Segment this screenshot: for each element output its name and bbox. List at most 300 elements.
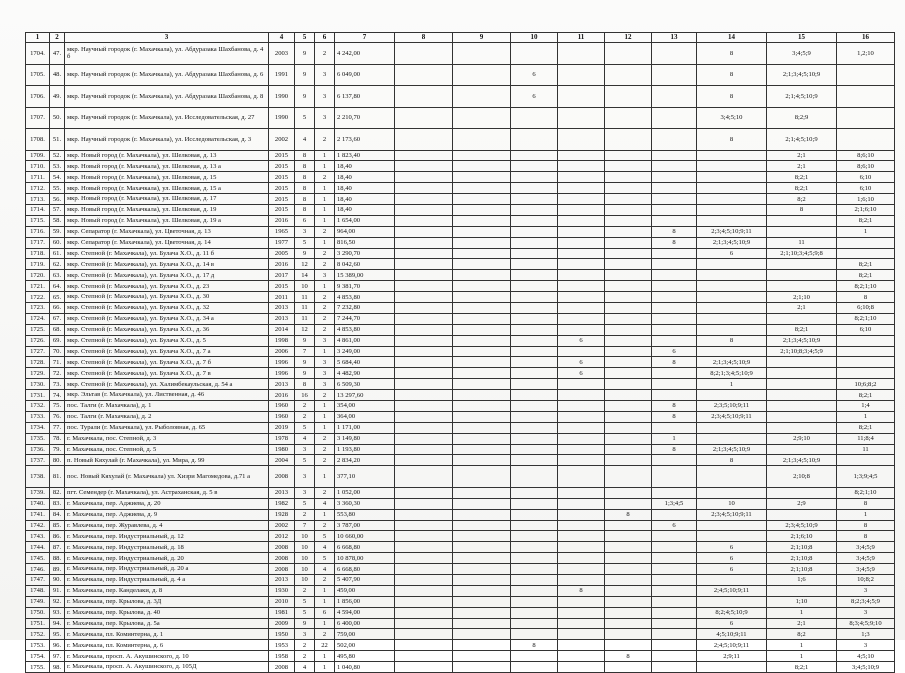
entrances-cell: 4 [315, 542, 335, 553]
row-number: 1745. [26, 553, 50, 564]
col10-cell [511, 498, 558, 509]
entrances-cell: 2 [315, 259, 335, 270]
col16-cell: 3;4;5;10;9 [837, 662, 895, 673]
row-number: 1734. [26, 422, 50, 433]
col8-cell [395, 324, 453, 335]
col14-cell [697, 531, 767, 542]
row-index: 73. [50, 379, 65, 390]
table-row [26, 411, 895, 422]
col11-cell [558, 172, 605, 183]
col9-cell [453, 553, 511, 564]
col11-cell [558, 531, 605, 542]
col11-cell [558, 574, 605, 585]
col11-cell [558, 596, 605, 607]
col14-cell: 8 [697, 335, 767, 346]
col14-cell [697, 520, 767, 531]
floors-cell: 3 [295, 629, 315, 640]
row-number: 1714. [26, 204, 50, 215]
row-index: 94. [50, 618, 65, 629]
row-number: 1712. [26, 183, 50, 194]
col12-cell [605, 281, 652, 292]
col12-cell [605, 43, 652, 65]
address-cell: мкр. Степной (г. Махачкала), ул. Булача Х.О., д. 7 в [65, 368, 269, 379]
col13-cell [652, 248, 697, 259]
table-row [26, 292, 895, 303]
table-row [26, 129, 895, 151]
col13-cell [652, 129, 697, 151]
col12-cell [605, 574, 652, 585]
table-row [26, 433, 895, 444]
col11-cell [558, 215, 605, 226]
col8-cell [395, 379, 453, 390]
row-index: 97. [50, 651, 65, 662]
area-cell: 459,00 [335, 585, 395, 596]
col9-cell [453, 509, 511, 520]
row-index: 93. [50, 607, 65, 618]
year-cell: 1998 [269, 335, 295, 346]
row-number: 1717. [26, 237, 50, 248]
col14-cell [697, 422, 767, 433]
col9-cell [453, 618, 511, 629]
year-cell: 2015 [269, 204, 295, 215]
row-index: 63. [50, 270, 65, 281]
address-cell: г. Махачкала, пер. Индустриальный, д. 20 [65, 553, 269, 564]
col8-cell [395, 390, 453, 401]
col10-cell [511, 596, 558, 607]
row-number: 1736. [26, 444, 50, 455]
table-row [26, 204, 895, 215]
col9-cell [453, 324, 511, 335]
col11-cell: 6 [558, 335, 605, 346]
col13-cell [652, 150, 697, 161]
table-row [26, 455, 895, 466]
col13-cell [652, 172, 697, 183]
col14-cell [697, 313, 767, 324]
col11-cell [558, 259, 605, 270]
col11-cell [558, 542, 605, 553]
col15-cell: 2;10;8 [767, 466, 837, 488]
floors-cell: 3 [295, 226, 315, 237]
row-index: 79. [50, 444, 65, 455]
column-header-7: 7 [335, 33, 395, 43]
floors-cell: 4 [295, 433, 315, 444]
row-index: 59. [50, 226, 65, 237]
col8-cell [395, 455, 453, 466]
row-number: 1718. [26, 248, 50, 259]
row-number: 1721. [26, 281, 50, 292]
col10-cell [511, 662, 558, 673]
col16-cell: 8 [837, 531, 895, 542]
table-row [26, 357, 895, 368]
area-cell: 4 853,80 [335, 324, 395, 335]
col10-cell [511, 400, 558, 411]
col10-cell [511, 574, 558, 585]
col12-cell [605, 564, 652, 575]
col14-cell: 8 [697, 64, 767, 86]
col8-cell [395, 346, 453, 357]
col13-cell [652, 662, 697, 673]
entrances-cell: 2 [315, 172, 335, 183]
row-index: 64. [50, 281, 65, 292]
col10-cell [511, 248, 558, 259]
col8-cell [395, 629, 453, 640]
col9-cell [453, 237, 511, 248]
area-cell: 495,80 [335, 651, 395, 662]
address-cell: пос. Талги (г. Махачкала), д. 2 [65, 411, 269, 422]
col9-cell [453, 531, 511, 542]
row-index: 54. [50, 172, 65, 183]
address-cell: мкр. Степной (г. Махачкала), ул. Булача Х.О., д. 14 в [65, 259, 269, 270]
col14-cell: 2;4;5;10;9;11 [697, 640, 767, 651]
area-cell: 3 249,00 [335, 346, 395, 357]
col16-cell [837, 335, 895, 346]
col15-cell: 1 [767, 651, 837, 662]
area-cell: 6 668,80 [335, 564, 395, 575]
col13-cell [652, 585, 697, 596]
area-cell: 8 042,60 [335, 259, 395, 270]
col15-cell [767, 487, 837, 498]
col11-cell [558, 487, 605, 498]
row-number: 1728. [26, 357, 50, 368]
year-cell: 1996 [269, 357, 295, 368]
row-number: 1726. [26, 335, 50, 346]
col12-cell [605, 400, 652, 411]
row-index: 58. [50, 215, 65, 226]
col10-cell [511, 150, 558, 161]
col12-cell [605, 368, 652, 379]
floors-cell: 2 [295, 411, 315, 422]
col12-cell [605, 618, 652, 629]
col10-cell [511, 433, 558, 444]
col15-cell: 8;2 [767, 194, 837, 205]
address-cell: г. Махачкала, пер. Аджиева, д. 20 [65, 498, 269, 509]
col8-cell [395, 335, 453, 346]
col9-cell [453, 390, 511, 401]
col10-cell: 8 [511, 640, 558, 651]
table-row [26, 607, 895, 618]
col9-cell [453, 226, 511, 237]
floors-cell: 5 [295, 107, 315, 129]
col16-cell: 1;3 [837, 629, 895, 640]
col8-cell [395, 86, 453, 108]
col8-cell [395, 194, 453, 205]
floors-cell: 8 [295, 161, 315, 172]
col16-cell: 6;10 [837, 324, 895, 335]
col12-cell [605, 64, 652, 86]
col9-cell [453, 400, 511, 411]
col8-cell [395, 226, 453, 237]
area-cell: 4 861,00 [335, 335, 395, 346]
year-cell: 1978 [269, 433, 295, 444]
area-cell: 6 049,00 [335, 64, 395, 86]
col8-cell [395, 150, 453, 161]
col9-cell [453, 422, 511, 433]
col15-cell: 2;1;10;3;4;5;9;8 [767, 248, 837, 259]
col15-cell: 2;1;3;4;5;10;9 [767, 335, 837, 346]
col12-cell [605, 498, 652, 509]
floors-cell: 6 [295, 215, 315, 226]
col16-cell: 1;3;9;4;5 [837, 466, 895, 488]
col13-cell [652, 531, 697, 542]
row-index: 80. [50, 455, 65, 466]
col9-cell [453, 444, 511, 455]
address-cell: мкр. Степной (г. Махачкала), ул. Булача Х.О., д. 30 [65, 292, 269, 303]
year-cell: 2017 [269, 270, 295, 281]
col16-cell [837, 248, 895, 259]
floors-cell: 10 [295, 564, 315, 575]
col10-cell [511, 585, 558, 596]
col12-cell [605, 520, 652, 531]
col10-cell [511, 313, 558, 324]
col10-cell [511, 194, 558, 205]
col11-cell [558, 237, 605, 248]
table-row [26, 629, 895, 640]
col10-cell [511, 43, 558, 65]
col11-cell [558, 161, 605, 172]
col14-cell: 6 [697, 618, 767, 629]
col9-cell [453, 357, 511, 368]
floors-cell: 12 [295, 259, 315, 270]
row-number: 1711. [26, 172, 50, 183]
col11-cell [558, 422, 605, 433]
col13-cell [652, 281, 697, 292]
col16-cell: 3 [837, 607, 895, 618]
year-cell: 2006 [269, 346, 295, 357]
year-cell: 2013 [269, 574, 295, 585]
col11-cell [558, 86, 605, 108]
row-index: 57. [50, 204, 65, 215]
col15-cell: 2;1;10;8 [767, 553, 837, 564]
area-cell: 4 594,00 [335, 607, 395, 618]
floors-cell: 2 [295, 640, 315, 651]
floors-cell: 2 [295, 651, 315, 662]
col11-cell [558, 43, 605, 65]
floors-cell: 2 [295, 400, 315, 411]
col14-cell: 8 [697, 43, 767, 65]
floors-cell: 9 [295, 368, 315, 379]
floors-cell: 5 [295, 607, 315, 618]
col11-cell [558, 270, 605, 281]
area-cell: 2 834,20 [335, 455, 395, 466]
col10-cell [511, 466, 558, 488]
col11-cell [558, 411, 605, 422]
floors-cell: 7 [295, 520, 315, 531]
col15-cell: 8;2;1 [767, 183, 837, 194]
column-header-15: 15 [767, 33, 837, 43]
col13-cell [652, 618, 697, 629]
area-cell: 3 787,00 [335, 520, 395, 531]
year-cell: 2013 [269, 487, 295, 498]
col11-cell [558, 379, 605, 390]
row-index: 62. [50, 259, 65, 270]
address-cell: г. Махачкала, пл. Коминтерна, д. 1 [65, 629, 269, 640]
entrances-cell: 1 [315, 662, 335, 673]
col12-cell [605, 422, 652, 433]
entrances-cell: 1 [315, 509, 335, 520]
col12-cell [605, 553, 652, 564]
floors-cell: 5 [295, 455, 315, 466]
col12-cell [605, 455, 652, 466]
row-index: 71. [50, 357, 65, 368]
col14-cell [697, 204, 767, 215]
address-cell: мкр. Степной (г. Махачкала), ул. Булача Х.О., д. 7 б [65, 357, 269, 368]
table-row [26, 444, 895, 455]
col12-cell [605, 390, 652, 401]
year-cell: 2002 [269, 520, 295, 531]
area-cell: 4 853,80 [335, 292, 395, 303]
table-row [26, 259, 895, 270]
col16-cell: 8 [837, 520, 895, 531]
col16-cell: 10;6;8;2 [837, 379, 895, 390]
col8-cell [395, 43, 453, 65]
col11-cell [558, 509, 605, 520]
header-row [26, 33, 895, 43]
col15-cell: 2;1 [767, 161, 837, 172]
column-header-1: 1 [26, 33, 50, 43]
col10-cell [511, 107, 558, 129]
row-number: 1706. [26, 86, 50, 108]
floors-cell: 5 [295, 596, 315, 607]
floors-cell: 3 [295, 487, 315, 498]
col9-cell [453, 346, 511, 357]
floors-cell: 5 [295, 422, 315, 433]
col14-cell [697, 215, 767, 226]
col10-cell [511, 509, 558, 520]
address-cell: мкр. Степной (г. Махачкала), ул. Булача Х.О., д. 36 [65, 324, 269, 335]
row-number: 1749. [26, 596, 50, 607]
floors-cell: 10 [295, 531, 315, 542]
col12-cell [605, 292, 652, 303]
area-cell: 18,40 [335, 183, 395, 194]
col11-cell: 8 [558, 585, 605, 596]
col13-cell [652, 313, 697, 324]
table-row [26, 531, 895, 542]
address-cell: мкр. Новый город (г. Махачкала), ул. Шелковая, д. 19 [65, 204, 269, 215]
col16-cell: 11;8;4 [837, 433, 895, 444]
year-cell: 1991 [269, 64, 295, 86]
year-cell: 1990 [269, 107, 295, 129]
table-row [26, 640, 895, 651]
entrances-cell: 6 [315, 607, 335, 618]
year-cell: 2011 [269, 292, 295, 303]
floors-cell: 8 [295, 172, 315, 183]
area-cell: 13 297,60 [335, 390, 395, 401]
col11-cell [558, 433, 605, 444]
col14-cell: 2;1;3;4;5;10;9 [697, 237, 767, 248]
col16-cell: 10;8;2 [837, 574, 895, 585]
floors-cell: 8 [295, 183, 315, 194]
col11-cell [558, 313, 605, 324]
floors-cell: 9 [295, 335, 315, 346]
column-header-10: 10 [511, 33, 558, 43]
row-index: 51. [50, 129, 65, 151]
col8-cell [395, 574, 453, 585]
table-row [26, 400, 895, 411]
table-row [26, 183, 895, 194]
year-cell: 2008 [269, 466, 295, 488]
entrances-cell: 1 [315, 596, 335, 607]
col16-cell [837, 357, 895, 368]
address-cell: г. Махачкала, пер. Индустриальный, д. 12 [65, 531, 269, 542]
address-cell: мкр. Степной (г. Махачкала), ул. Халимбекаульская, д. 54 а [65, 379, 269, 390]
table-row [26, 487, 895, 498]
col10-cell [511, 302, 558, 313]
area-cell: 1 193,80 [335, 444, 395, 455]
area-cell: 964,00 [335, 226, 395, 237]
address-cell: г. Махачкала, пер. Канделаки, д. 8 [65, 585, 269, 596]
col15-cell: 2;1 [767, 150, 837, 161]
address-cell: г. Махачкала, пер. Крылова, д. 5а [65, 618, 269, 629]
entrances-cell: 2 [315, 324, 335, 335]
row-number: 1725. [26, 324, 50, 335]
floors-cell: 8 [295, 194, 315, 205]
row-number: 1751. [26, 618, 50, 629]
col9-cell [453, 313, 511, 324]
col14-cell: 2;3;4;5;10;9;11 [697, 411, 767, 422]
entrances-cell: 1 [315, 422, 335, 433]
address-cell: мкр. Научный городок (г. Махачкала), ул. Абдуразака Шахбанова, д. 4 б [65, 43, 269, 65]
year-cell: 2009 [269, 618, 295, 629]
col14-cell [697, 270, 767, 281]
col16-cell: 3;4;5;9 [837, 542, 895, 553]
area-cell: 816,50 [335, 237, 395, 248]
col16-cell: 8;2;1 [837, 215, 895, 226]
col15-cell [767, 226, 837, 237]
address-cell: мкр. Новый город (г. Махачкала), ул. Шелковая, д. 13 а [65, 161, 269, 172]
col8-cell [395, 368, 453, 379]
column-header-6: 6 [315, 33, 335, 43]
address-cell: г. Махачкала, просп. А. Акушинского, д. 105Д [65, 662, 269, 673]
col13-cell [652, 574, 697, 585]
col12-cell [605, 183, 652, 194]
col16-cell [837, 86, 895, 108]
year-cell: 2015 [269, 194, 295, 205]
col10-cell [511, 183, 558, 194]
col12-cell [605, 335, 652, 346]
row-index: 69. [50, 335, 65, 346]
year-cell: 2005 [269, 248, 295, 259]
col9-cell [453, 411, 511, 422]
col15-cell: 1;10 [767, 596, 837, 607]
col8-cell [395, 270, 453, 281]
col10-cell [511, 368, 558, 379]
col8-cell [395, 433, 453, 444]
row-number: 1715. [26, 215, 50, 226]
floors-cell: 3 [295, 466, 315, 488]
col13-cell: 6 [652, 346, 697, 357]
row-index: 98. [50, 662, 65, 673]
year-cell: 2016 [269, 390, 295, 401]
table-row [26, 498, 895, 509]
address-cell: мкр. Научный городок (г. Махачкала), ул. Абдуразака Шахбанова, д. 6 [65, 64, 269, 86]
row-index: 87. [50, 542, 65, 553]
col11-cell [558, 226, 605, 237]
row-number: 1743. [26, 531, 50, 542]
col15-cell: 1 [767, 607, 837, 618]
column-header-9: 9 [453, 33, 511, 43]
address-cell: мкр. Степной (г. Махачкала), ул. Булача Х.О., д. 7 а [65, 346, 269, 357]
col13-cell: 8 [652, 237, 697, 248]
entrances-cell: 1 [315, 585, 335, 596]
col9-cell [453, 455, 511, 466]
col12-cell [605, 433, 652, 444]
row-number: 1735. [26, 433, 50, 444]
col8-cell [395, 487, 453, 498]
col11-cell [558, 618, 605, 629]
col16-cell: 1 [837, 411, 895, 422]
col13-cell: 8 [652, 226, 697, 237]
year-cell: 1950 [269, 629, 295, 640]
